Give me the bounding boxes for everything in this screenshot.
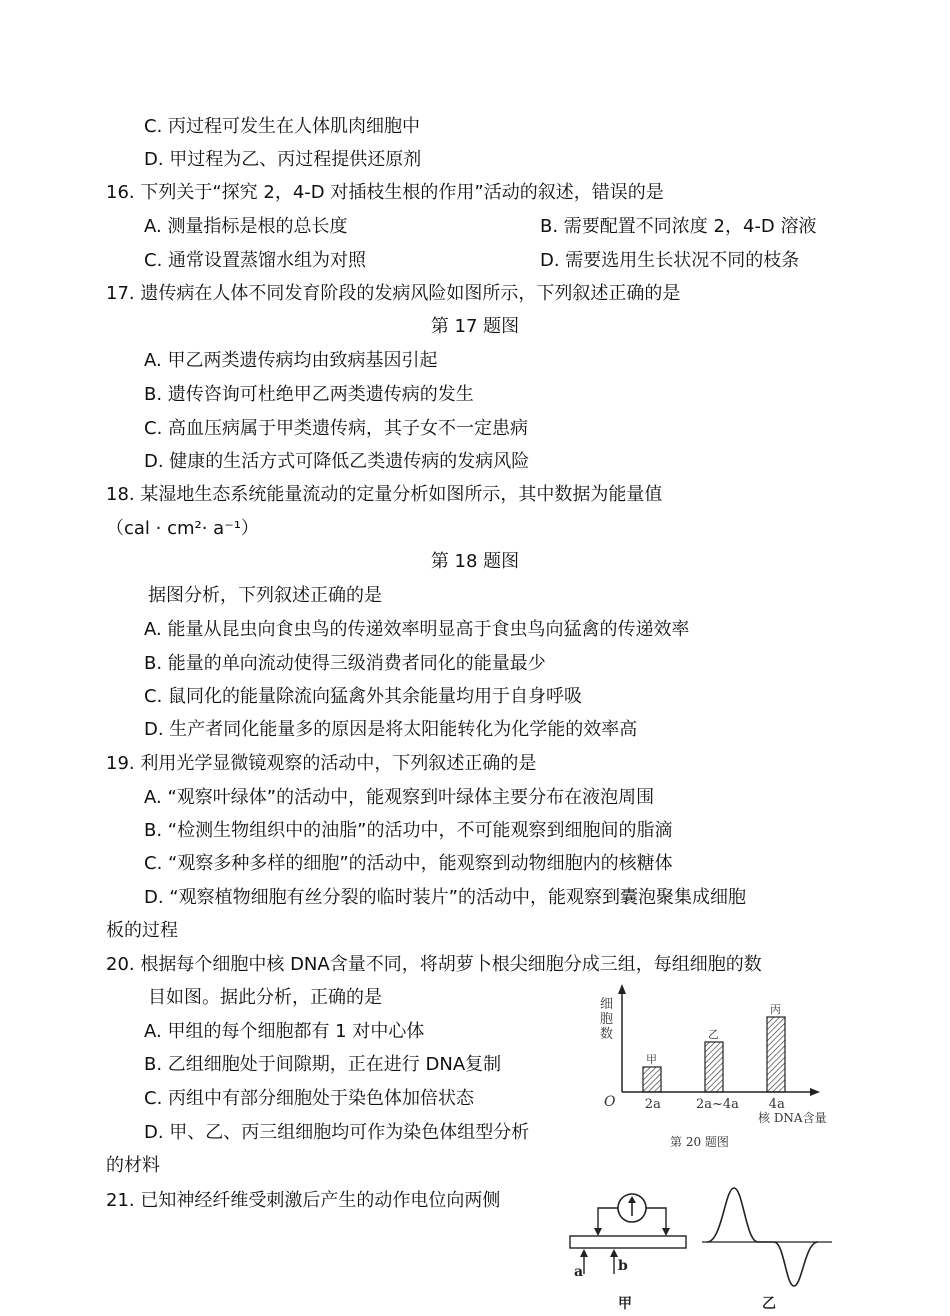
figure-20-caption: 第 20 题图: [670, 1135, 729, 1149]
x-tick-label-3: 4a: [768, 1097, 785, 1112]
q18-stem: 18. 某湿地生态系统能量流动的定量分析如图所示，其中数据为能量值: [106, 484, 663, 505]
point-b-label: b: [618, 1258, 628, 1274]
x-tick-label-1: 2a: [644, 1097, 661, 1112]
q21-stem: 21. 已知神经纤维受刺激后产生的动作电位向两侧: [106, 1190, 501, 1211]
q18-option-a: A. 能量从昆虫向食虫鸟的传递效率明显高于食虫鸟向猛禽的传递效率: [144, 619, 690, 640]
action-potential-curve: [707, 1188, 818, 1286]
q19-option-b: B. “检测生物组织中的油脂”的活功中，不可能观察到细胞间的脂滴: [144, 820, 673, 841]
q20-option-d-cont: 的材料: [106, 1155, 160, 1176]
figure-label-yi: 乙: [762, 1296, 776, 1312]
q16-option-b: B. 需要配置不同浓度 2，4-D 溶液: [540, 216, 817, 237]
nerve-fiber: [570, 1236, 686, 1248]
electrode-wire-right: [646, 1208, 666, 1230]
q17-option-d: D. 健康的生活方式可降低乙类遗传病的发病风险: [144, 451, 530, 472]
figure-21-nerve-diagram: [562, 1180, 842, 1312]
bar-label-2: 乙: [708, 1028, 719, 1041]
q20-stem: 20. 根据每个细胞中核 DNA含量不同，将胡萝卜根尖细胞分成三组，每组细胞的数: [106, 954, 762, 975]
x-axis-label: 核 DNA含量: [758, 1111, 827, 1125]
bar-label-1: 甲: [646, 1053, 657, 1066]
electrode-wire-left: [598, 1208, 618, 1230]
point-a-label: a: [574, 1264, 584, 1280]
q17-option-a: A. 甲乙两类遗传病均由致病基因引起: [144, 350, 438, 371]
q20-option-a: A. 甲组的每个细胞都有 1 对中心体: [144, 1021, 425, 1042]
q18-option-c: C. 鼠同化的能量除流向猛禽外其余能量均用于自身呼吸: [144, 686, 583, 707]
q16-option-c: C. 通常设置蒸馏水组为对照: [144, 250, 367, 271]
q18-figure-caption: 第 18 题图: [430, 551, 520, 572]
q20-stem-cont: 目如图。据此分析，正确的是: [148, 987, 382, 1008]
bar-1: [643, 1067, 661, 1092]
q16-stem: 16. 下列关于“探究 2，4-D 对插枝生根的作用”活动的叙述，错误的是: [106, 182, 664, 203]
q20-option-c: C. 丙组中有部分细胞处于染色体加倍状态: [144, 1088, 475, 1109]
q17-figure-caption: 第 17 题图: [430, 316, 520, 337]
q20-option-d: D. 甲、乙、丙三组细胞均可作为染色体组型分析: [144, 1122, 530, 1143]
q15-option-d: D. 甲过程为乙、丙过程提供还原剂: [144, 149, 422, 170]
q18-unit: （cal · cm²· a⁻¹）: [106, 518, 259, 539]
q16-option-a: A. 测量指标是根的总长度: [144, 216, 348, 237]
q17-option-b: B. 遗传咨询可杜绝甲乙两类遗传病的发生: [144, 384, 474, 405]
bar-label-3: 丙: [770, 1003, 781, 1016]
q18-option-b: B. 能量的单向流动使得三级消费者同化的能量最少: [144, 653, 546, 674]
x-axis-arrow: [810, 1088, 820, 1096]
q18-lead: 据图分析，下列叙述正确的是: [148, 585, 382, 606]
q15-option-c: C. 丙过程可发生在人体肌肉细胞中: [144, 116, 421, 137]
x-tick-label-2: 2a~4a: [696, 1097, 739, 1112]
q19-option-d: D. “观察植物细胞有丝分裂的临时装片”的活动中，能观察到囊泡聚集成细胞: [144, 887, 746, 908]
y-axis-arrow: [618, 984, 626, 994]
figure-label-jia: 甲: [618, 1296, 632, 1312]
q16-option-d: D. 需要选用生长状况不同的枝条: [540, 250, 800, 271]
origin-label: O: [604, 1094, 616, 1110]
q19-option-a: A. “观察叶绿体”的活动中，能观察到叶绿体主要分布在液泡周围: [144, 787, 655, 808]
y-axis-label: 细胞数: [600, 997, 614, 1042]
q19-option-c: C. “观察多种多样的细胞”的活动中，能观察到动物细胞内的核糖体: [144, 853, 673, 874]
q17-stem: 17. 遗传病在人体不同发育阶段的发病风险如图所示，下列叙述正确的是: [106, 283, 681, 304]
q20-option-b: B. 乙组细胞处于间隙期，正在进行 DNA复制: [144, 1054, 502, 1075]
q18-option-d: D. 生产者同化能量多的原因是将太阳能转化为化学能的效率高: [144, 719, 638, 740]
q17-option-c: C. 高血压病属于甲类遗传病，其子女不一定患病: [144, 418, 529, 439]
bar-3: [767, 1017, 785, 1092]
bar-2: [705, 1042, 723, 1092]
q19-option-d-cont: 板的过程: [106, 920, 178, 941]
figure-20-bar-chart: [590, 980, 830, 1155]
q19-stem: 19. 利用光学显微镜观察的活动中，下列叙述正确的是: [106, 753, 537, 774]
